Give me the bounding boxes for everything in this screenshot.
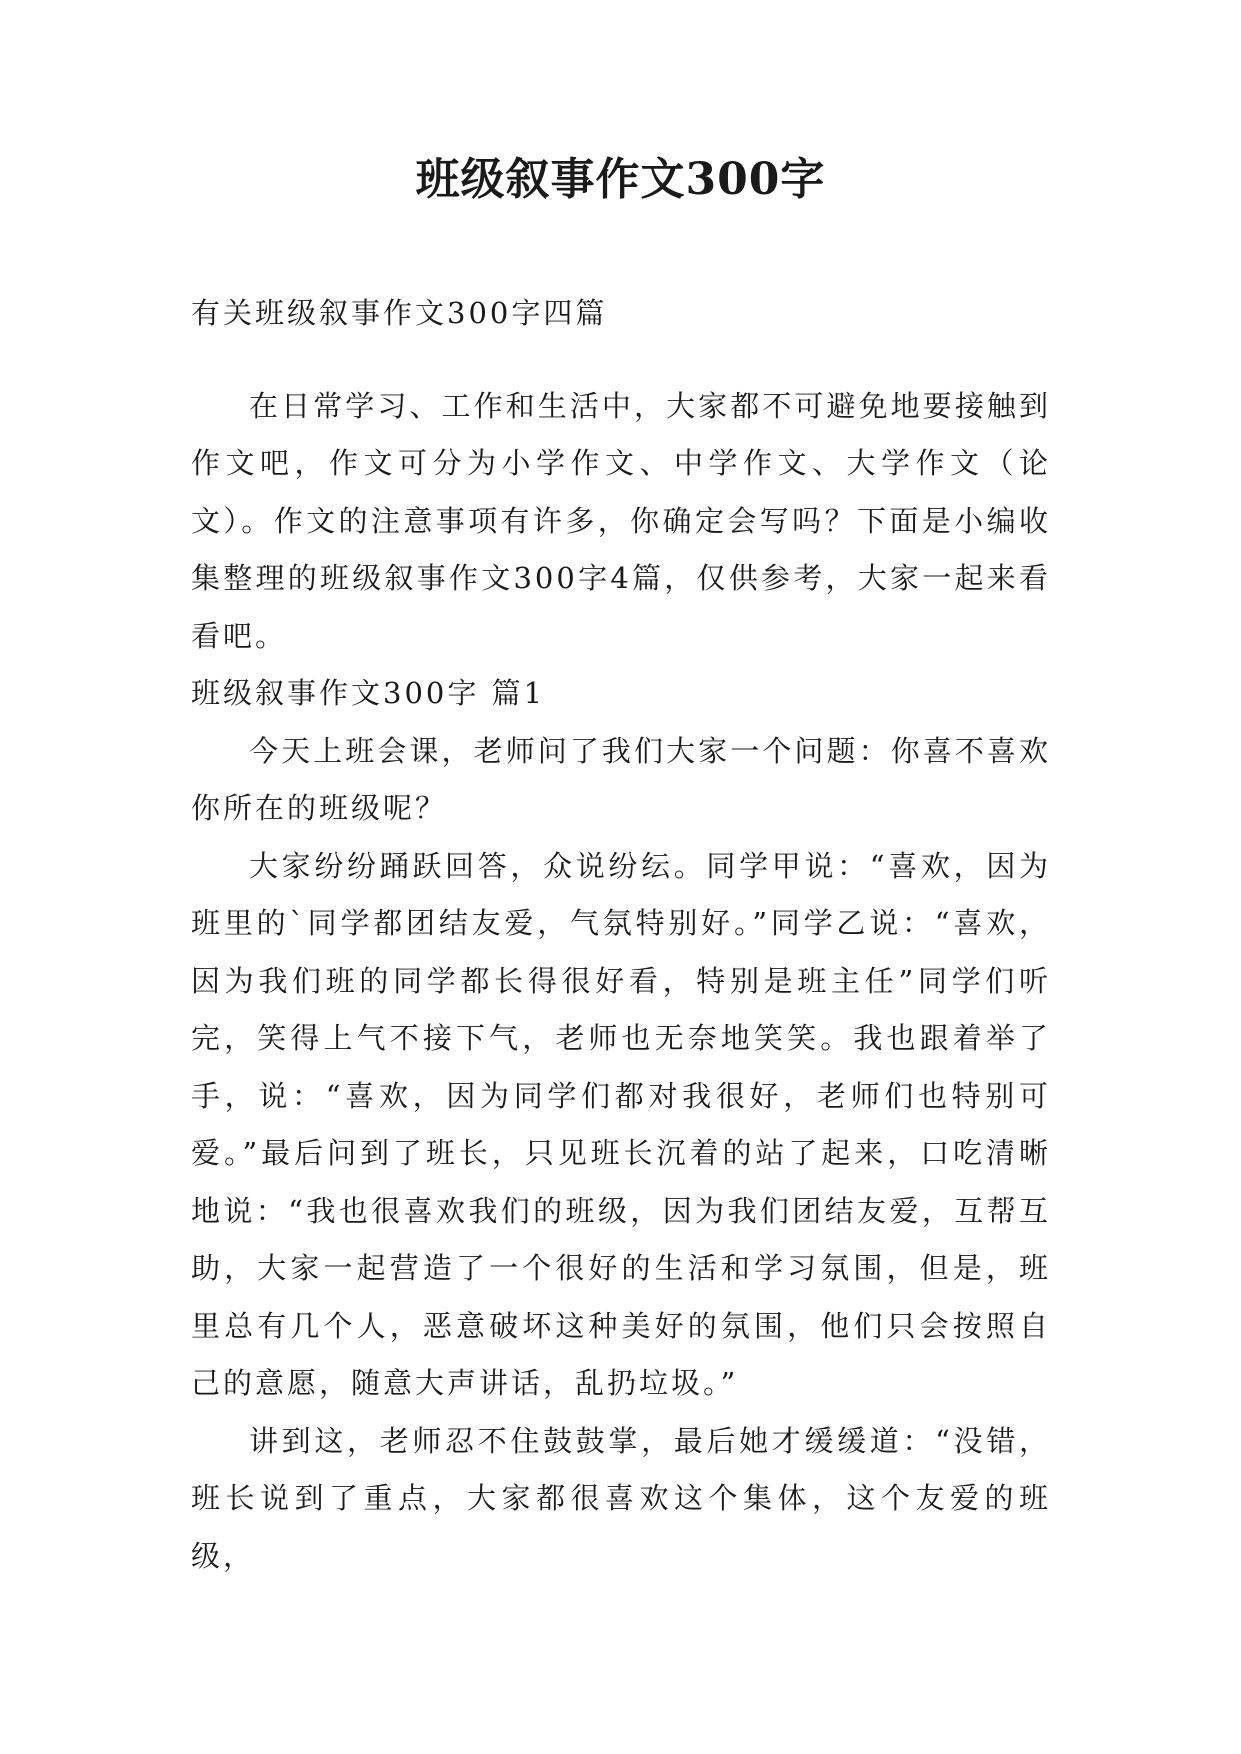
body-paragraph: 大家纷纷踊跃回答，众说纷纭。同学甲说：“喜欢，因为班里的`同学都团结友爱，气氛特别好。”同学乙说：“喜欢，因为我们班的同学都长得很好看，特别是班主任”同学们听完，笑得上气不接下气，老师也无奈地笑笑。我也跟着举了手，说：“喜欢，因为同学们都对我很好，老师们也特别可爱。”最后问到了班长，只见班长沉着的站了起来，口吃清晰地说：“我也很喜欢我们的班级，因为我们团结友爱，互帮互助，大家一起营造了一个很好的生活和学习氛围，但是，班里总有几个人，恶意破坏这种美好的氛围，他们只会按照自己的意愿，随意大声讲话，乱扔垃圾。”: [191, 848, 1051, 1400]
document-body: [191, 285, 1051, 1585]
document-title: 班级叙事作文300字: [415, 154, 826, 205]
body-paragraph: 讲到这，老师忍不住鼓鼓掌，最后她才缓缓道：“没错，班长说到了重点，大家都很喜欢这个集体，这个友爱的班级，: [191, 1423, 1051, 1573]
section-heading: 班级叙事作文300字 篇1: [191, 676, 546, 710]
document-subtitle: 有关班级叙事作文300字四篇: [191, 296, 608, 330]
intro-paragraph: 在日常学习、工作和生活中，大家都不可避免地要接触到作文吧，作文可分为小学作文、中学作文、大学作文（论文）。作文的注意事项有许多，你确定会写吗？下面是小编收集整理的班级叙事作文300字4篇，仅供参考，大家一起来看看吧。: [191, 388, 1051, 653]
body-paragraph: 今天上班会课，老师问了我们大家一个问题：你喜不喜欢你所在的班级呢？: [191, 733, 1051, 825]
